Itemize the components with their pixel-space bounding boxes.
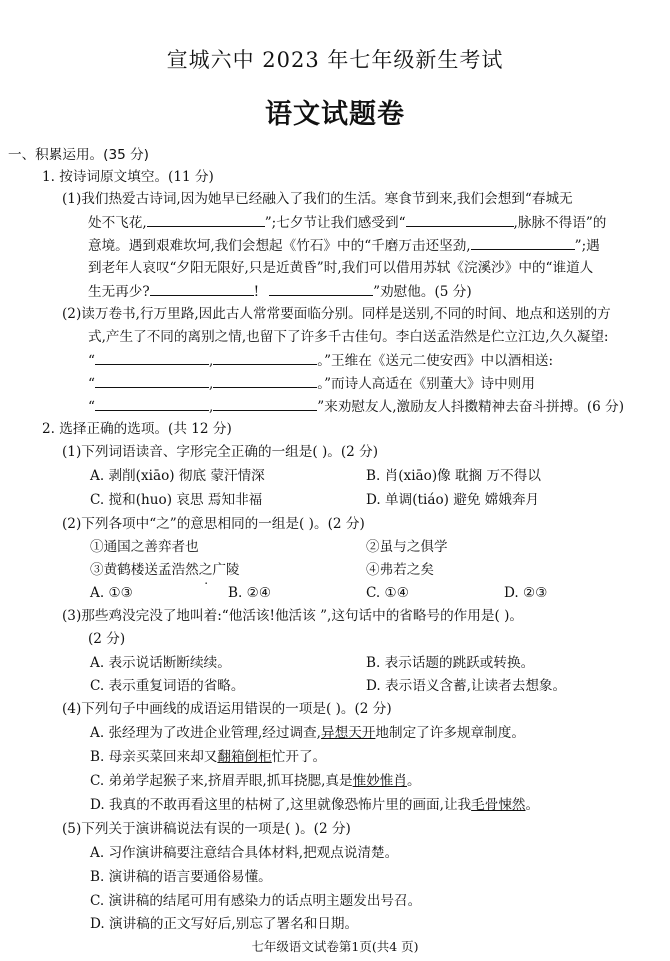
answer-blank[interactable] bbox=[213, 374, 317, 388]
underlined-idiom: 惟妙惟肖 bbox=[352, 773, 407, 789]
answer-blank[interactable] bbox=[213, 397, 317, 411]
text: 。 bbox=[525, 797, 540, 813]
exam-subtitle: 语文试题卷 bbox=[265, 99, 405, 130]
page-footer: 七年级语文试卷第1页(共4 页) bbox=[251, 939, 419, 954]
emphasis-char: 之 bbox=[198, 562, 213, 578]
q2-1-option-c[interactable]: C. 搅和(huo) 哀思 焉知非福 bbox=[90, 492, 263, 508]
q2-5-option-c[interactable]: C. 演讲稿的结尾可用有感染力的话点明主题发出号召。 bbox=[90, 893, 422, 909]
q2-3-stem: (3)那些鸡没完没了地叫着:“他活该!他活该 ”,这句话中的省略号的作用是( )。 bbox=[62, 608, 523, 624]
text: , bbox=[208, 376, 214, 392]
q2-5-stem: (5)下列关于演讲稿说法有误的一项是( )。(2 分) bbox=[62, 821, 351, 837]
q2-1-option-d[interactable]: D. 单调(tiáo) 避免 嫦娥奔月 bbox=[366, 492, 540, 508]
q2-5-option-d[interactable]: D. 演讲稿的正文写好后,别忘了署名和日期。 bbox=[90, 916, 359, 932]
q2-2-item-1: ①通国之善弈者也 bbox=[90, 539, 199, 555]
q2-3-stem-score: (2 分) bbox=[88, 631, 126, 647]
q2-4-option-a[interactable] bbox=[90, 724, 525, 743]
q1-1-line3 bbox=[88, 236, 600, 256]
text: ! bbox=[253, 284, 260, 300]
q2-2-option-b[interactable]: B. ②④ bbox=[228, 585, 272, 601]
text: ”来劝慰友人,激励友人抖擞精神去奋斗拼搏。(6 分) bbox=[317, 399, 625, 415]
q2-5-option-b[interactable]: B. 演讲稿的语言要通俗易懂。 bbox=[90, 869, 272, 885]
text: , bbox=[208, 353, 214, 369]
underlined-idiom: 异想天开 bbox=[321, 725, 376, 741]
q2-4-option-d[interactable] bbox=[90, 796, 539, 815]
text: 忙开了。 bbox=[271, 749, 327, 765]
q2-2-stem: (2)下列各项中“之”的意思相同的一组是( )。(2 分) bbox=[62, 516, 365, 532]
text: ”;七夕节让我们感受到“ bbox=[264, 215, 406, 231]
q2-4-option-c[interactable] bbox=[90, 772, 421, 791]
text: “ bbox=[88, 376, 95, 392]
question-1-heading: 1. 按诗词原文填空。(11 分) bbox=[42, 169, 214, 185]
text: 处不飞花, bbox=[88, 215, 147, 231]
q2-3-option-a[interactable]: A. 表示说话断断续续。 bbox=[90, 655, 231, 671]
answer-blank[interactable] bbox=[213, 351, 317, 365]
q1-2-line3 bbox=[88, 351, 553, 371]
q2-1-option-a[interactable]: A. 剥削(xiāo) 彻底 蒙汗情深 bbox=[90, 468, 265, 484]
question-2-heading: 2. 选择正确的选项。(共 12 分) bbox=[42, 421, 232, 437]
underlined-idiom: 毛骨悚然 bbox=[471, 797, 526, 813]
text: ”;遇 bbox=[574, 238, 600, 254]
q2-5-option-a[interactable]: A. 习作演讲稿要注意结合具体材料,把观点说清楚。 bbox=[90, 845, 399, 861]
answer-blank[interactable] bbox=[471, 236, 575, 250]
q2-2-item-2: ②虽与之俱学 bbox=[366, 539, 448, 555]
q2-3-option-b[interactable]: B. 表示话题的跳跃或转换。 bbox=[366, 655, 535, 671]
text: B. 母亲买菜回来却又 bbox=[90, 749, 218, 765]
answer-blank[interactable] bbox=[95, 351, 209, 365]
answer-blank[interactable] bbox=[147, 213, 265, 227]
text: , bbox=[208, 399, 214, 415]
answer-blank[interactable] bbox=[150, 282, 254, 296]
text: 地制定了许多规章制度。 bbox=[375, 725, 525, 741]
q1-1-line5 bbox=[88, 282, 472, 302]
q2-2-item-3 bbox=[90, 561, 240, 580]
q2-4-option-b[interactable] bbox=[90, 748, 326, 767]
text: D. 我真的不敢再看这里的枯树了,这里就像恐怖片里的画面,让我 bbox=[90, 797, 472, 813]
q2-3-option-d[interactable]: D. 表示语义含蓄,让读者去想象。 bbox=[366, 678, 567, 694]
q2-1-option-b[interactable]: B. 肖(xiāo)像 耽搁 万不得以 bbox=[366, 468, 541, 484]
text: 生无再少? bbox=[88, 284, 150, 300]
q2-4-stem: (4)下列句子中画线的成语运用错误的一项是( )。(2 分) bbox=[62, 701, 392, 717]
q2-2-option-c[interactable]: C. ①④ bbox=[366, 585, 409, 601]
text: 。”而诗人高适在《别董大》诗中则用 bbox=[317, 376, 535, 392]
q1-2-line4 bbox=[88, 374, 535, 394]
answer-blank[interactable] bbox=[406, 213, 514, 227]
text: “ bbox=[88, 353, 95, 369]
text: A. 张经理为了改进企业管理,经过调查, bbox=[90, 725, 322, 741]
q1-1-line1: (1)我们热爱古诗词,因为她早已经融入了我们的生活。寒食节到来,我们会想到“春城无 bbox=[62, 191, 573, 207]
answer-blank[interactable] bbox=[269, 282, 373, 296]
text: ”劝慰他。(5 分) bbox=[373, 284, 472, 300]
text: 广陵 bbox=[212, 562, 240, 578]
q2-2-option-d[interactable]: D. ②③ bbox=[504, 585, 548, 601]
q2-3-option-c[interactable]: C. 表示重复词语的省略。 bbox=[90, 678, 245, 694]
answer-blank[interactable] bbox=[95, 374, 209, 388]
q1-2-line2: 式,产生了不同的离别之情,也留下了许多千古佳句。李白送孟浩然是伫立江边,久久凝望: bbox=[88, 329, 609, 345]
q1-1-line4: 到老年人哀叹“夕阳无限好,只是近黄昏”时,我们可以借用苏轼《浣溪沙》中的“谁道人 bbox=[88, 260, 594, 276]
exam-title: 宣城六中 2023 年七年级新生考试 bbox=[166, 48, 504, 72]
q1-2-line1: (2)读万卷书,行万里路,因此古人常常要面临分别。同样是送别,不同的时间、地点和送别的方 bbox=[62, 306, 611, 322]
text: ,脉脉不得语”的 bbox=[513, 215, 607, 231]
section-heading: 一、积累运用。(35 分) bbox=[8, 147, 149, 163]
underlined-idiom: 翻箱倒柜 bbox=[217, 749, 272, 765]
text: 意境。遇到艰难坎坷,我们会想起《竹石》中的“千磨万击还坚劲, bbox=[88, 238, 471, 254]
q1-2-line5 bbox=[88, 397, 624, 417]
text: ③黄鹤楼送孟浩然 bbox=[90, 562, 199, 578]
text: 。”王维在《送元二使安西》中以酒相送: bbox=[317, 353, 554, 369]
text: C. 弟弟学起猴子来,挤眉弄眼,抓耳挠腮,真是 bbox=[90, 773, 353, 789]
text: 。 bbox=[407, 773, 421, 789]
q2-1-stem: (1)下列词语读音、字形完全正确的一组是( )。(2 分) bbox=[62, 444, 379, 460]
q2-2-item-4: ④弗若之矣 bbox=[366, 562, 434, 578]
q2-2-option-a[interactable]: A. ①③ bbox=[90, 585, 133, 601]
q1-1-line2 bbox=[88, 213, 606, 233]
answer-blank[interactable] bbox=[95, 397, 209, 411]
text: “ bbox=[88, 399, 95, 415]
